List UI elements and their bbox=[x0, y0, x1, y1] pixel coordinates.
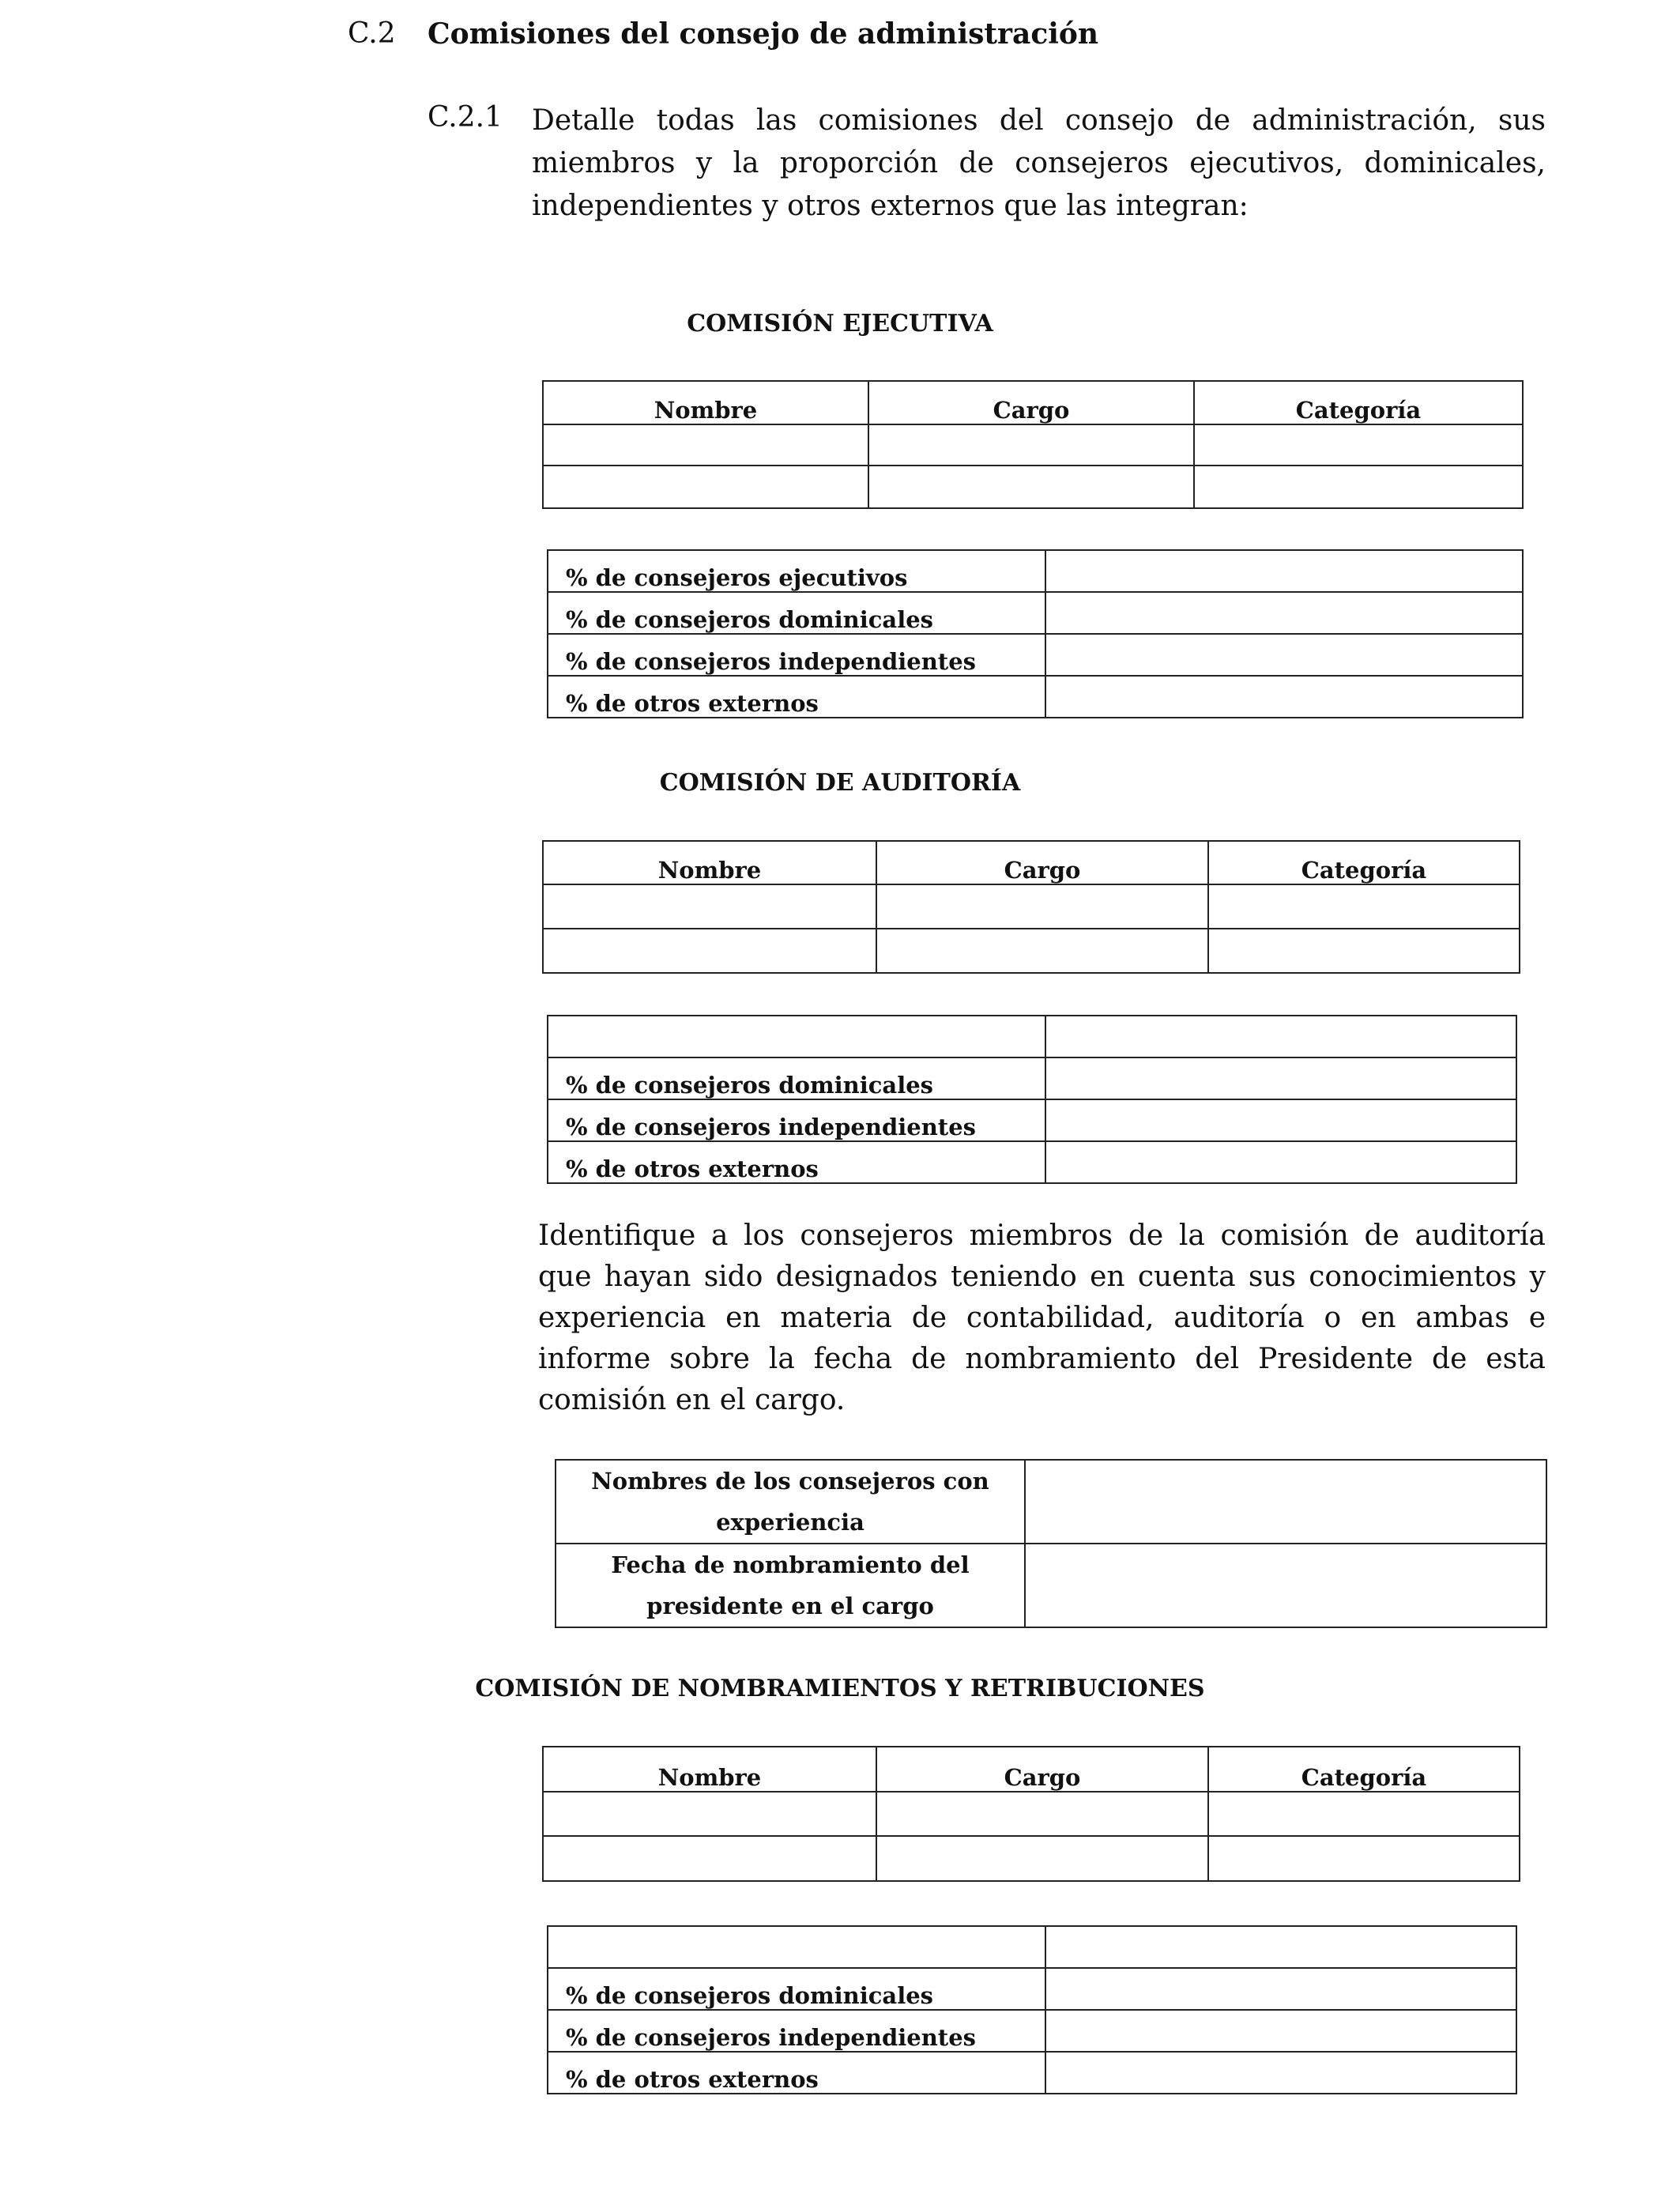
pct-label: % de consejeros dominicales bbox=[548, 1968, 1045, 2010]
president-appointment-date-value-cell[interactable] bbox=[1025, 1544, 1546, 1627]
pct-label: % de consejeros independientes bbox=[548, 634, 1045, 676]
president-appointment-date-label: Fecha de nombramiento del presidente en el cargo bbox=[556, 1544, 1025, 1627]
input-cell[interactable] bbox=[543, 1836, 876, 1881]
subsection-number: C.2.1 bbox=[428, 101, 503, 134]
pct-value-cell[interactable] bbox=[1045, 1057, 1516, 1099]
input-cell[interactable] bbox=[543, 929, 876, 973]
table-row bbox=[543, 466, 1523, 508]
table-row bbox=[543, 929, 1520, 973]
pct-value-cell[interactable] bbox=[1045, 1141, 1516, 1183]
pct-label: % de otros externos bbox=[548, 2052, 1045, 2094]
pct-label: % de consejeros dominicales bbox=[548, 1057, 1045, 1099]
pct-label: % de consejeros independientes bbox=[548, 1099, 1045, 1141]
pct-label: % de consejeros ejecutivos bbox=[548, 550, 1045, 592]
input-cell[interactable] bbox=[1194, 424, 1523, 466]
column-header-categoria: Categoría bbox=[1208, 1747, 1520, 1792]
experienced-directors-value-cell[interactable] bbox=[1025, 1460, 1546, 1544]
input-cell[interactable] bbox=[868, 424, 1194, 466]
percentages-table-nombramientos bbox=[547, 1925, 1517, 2094]
pct-value-cell[interactable] bbox=[1045, 2052, 1516, 2094]
input-cell[interactable] bbox=[543, 1792, 876, 1836]
input-cell[interactable] bbox=[543, 884, 876, 929]
input-cell[interactable] bbox=[876, 1836, 1208, 1881]
column-header-cargo: Cargo bbox=[876, 1747, 1208, 1792]
pct-label: % de consejeros dominicales bbox=[548, 592, 1045, 634]
percentages-table-ejecutiva bbox=[547, 549, 1524, 718]
percentages-table-auditoria bbox=[547, 1015, 1517, 1184]
column-header-categoria: Categoría bbox=[1194, 381, 1523, 424]
committee-heading-auditoria: COMISIÓN DE AUDITORÍA bbox=[659, 769, 1021, 797]
table-row bbox=[543, 1836, 1520, 1881]
committee-heading-ejecutiva: COMISIÓN EJECUTIVA bbox=[687, 310, 993, 337]
input-cell[interactable] bbox=[543, 424, 868, 466]
experienced-directors-label: Nombres de los consejeros con experiencia bbox=[556, 1460, 1025, 1544]
column-header-nombre: Nombre bbox=[543, 381, 868, 424]
pct-value-cell[interactable] bbox=[1045, 634, 1523, 676]
input-cell[interactable] bbox=[876, 884, 1208, 929]
column-header-nombre: Nombre bbox=[543, 841, 876, 884]
pct-value-cell[interactable] bbox=[1045, 676, 1523, 718]
pct-value-cell[interactable] bbox=[1045, 592, 1523, 634]
column-header-cargo: Cargo bbox=[876, 841, 1208, 884]
pct-label bbox=[548, 1016, 1045, 1057]
audit-instructions-paragraph: Identifique a los consejeros miembros de la comisión de auditoría que hayan sido designados teniendo en cuenta sus conocimientos y experiencia en materia de contabilidad, auditoría o en ambas e informe sobre la fecha de nombramiento del Presidente de esta comisión en el cargo. bbox=[538, 1220, 1546, 1416]
pct-label: % de otros externos bbox=[548, 676, 1045, 718]
pct-value-cell[interactable] bbox=[1045, 1968, 1516, 2010]
pct-label bbox=[548, 1926, 1045, 1968]
pct-value-cell[interactable] bbox=[1045, 1099, 1516, 1141]
pct-value-cell[interactable] bbox=[1045, 1926, 1516, 1968]
input-cell[interactable] bbox=[876, 1792, 1208, 1836]
input-cell[interactable] bbox=[868, 466, 1194, 508]
committee-heading-nombramientos: COMISIÓN DE NOMBRAMIENTOS Y RETRIBUCIONES bbox=[475, 1675, 1205, 1702]
pct-label: % de consejeros independientes bbox=[548, 2010, 1045, 2052]
pct-label: % de otros externos bbox=[548, 1141, 1045, 1183]
members-table-auditoria bbox=[542, 840, 1520, 974]
column-header-cargo: Cargo bbox=[868, 381, 1194, 424]
members-table-nombramientos bbox=[542, 1746, 1520, 1882]
members-table-ejecutiva bbox=[542, 380, 1524, 509]
table-row bbox=[543, 1792, 1520, 1836]
table-row bbox=[543, 424, 1523, 466]
table-row bbox=[543, 884, 1520, 929]
input-cell[interactable] bbox=[876, 929, 1208, 973]
input-cell[interactable] bbox=[1208, 929, 1520, 973]
input-cell[interactable] bbox=[543, 466, 868, 508]
column-header-categoria: Categoría bbox=[1208, 841, 1520, 884]
input-cell[interactable] bbox=[1194, 466, 1523, 508]
pct-value-cell[interactable] bbox=[1045, 550, 1523, 592]
section-number: C.2 bbox=[348, 17, 396, 50]
input-cell[interactable] bbox=[1208, 1836, 1520, 1881]
experience-table bbox=[555, 1459, 1547, 1628]
column-header-nombre: Nombre bbox=[543, 1747, 876, 1792]
pct-value-cell[interactable] bbox=[1045, 2010, 1516, 2052]
pct-value-cell[interactable] bbox=[1045, 1016, 1516, 1057]
input-cell[interactable] bbox=[1208, 884, 1520, 929]
section-title: Comisiones del consejo de administración bbox=[428, 17, 1099, 51]
input-cell[interactable] bbox=[1208, 1792, 1520, 1836]
subsection-instructions: Detalle todas las comisiones del consejo de administración, sus miembros y la proporción de consejeros ejecutivos, dominicales, independientes y otros externos que las integran: bbox=[532, 104, 1546, 222]
